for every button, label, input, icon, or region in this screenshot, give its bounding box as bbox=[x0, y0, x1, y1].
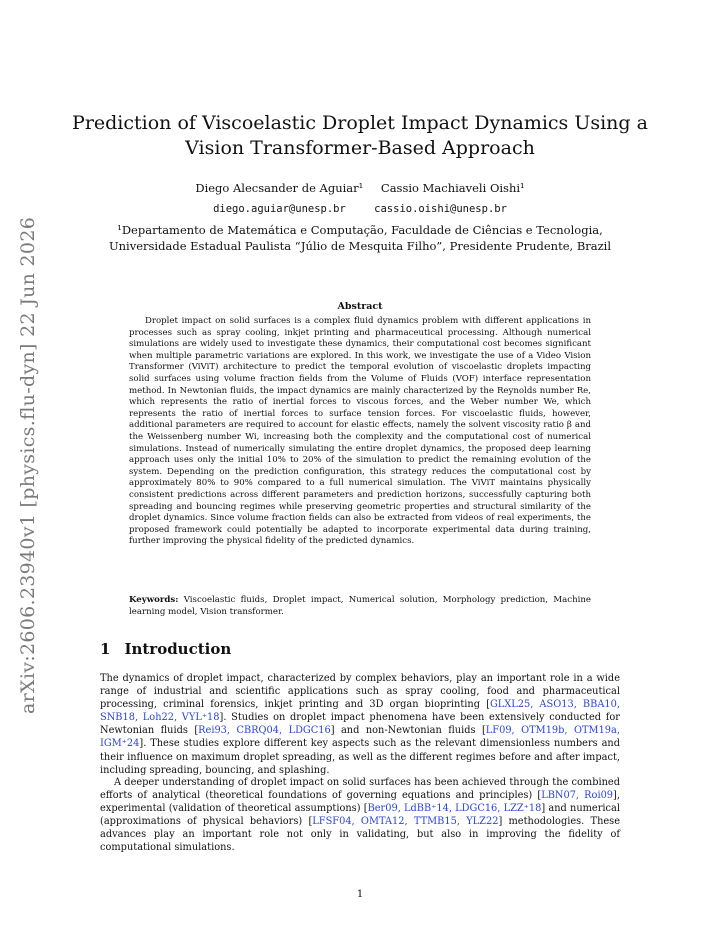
author-name: Diego Alecsander de Aguiar¹ bbox=[195, 181, 364, 195]
intro-paragraph-2 bbox=[100, 776, 620, 855]
keywords-label: Keywords: bbox=[129, 595, 179, 605]
paragraph-text: ]. These studies explore different key aspects such as the relevant dimensionless numbers and their influence on maximum droplet spreading, as well as the different regimes before and after impact, including spreading, bouncing, and splashing. bbox=[100, 738, 620, 776]
citation-link[interactable]: LFSF04, OMTA12, TTMB15, YLZ22 bbox=[312, 816, 499, 828]
section-number: 1 bbox=[100, 640, 111, 658]
intro-paragraph-1 bbox=[100, 672, 620, 777]
keywords bbox=[129, 595, 591, 618]
citation-link[interactable]: Ber09, LdBB⁺14, LDGC16, LZZ⁺18 bbox=[367, 803, 542, 815]
keywords-text: Viscoelastic fluids, Droplet impact, Numerical solution, Morphology prediction, Machine learning model, Vision transformer. bbox=[129, 595, 591, 617]
author-email: diego.aguiar@unesp.br bbox=[213, 203, 346, 215]
section-heading bbox=[100, 640, 231, 658]
paragraph-text: The dynamics of droplet impact, characterized by complex behaviors, play an important role in a wide range of industrial and scientific applications such as spray cooling, food and pharmaceutical processing, criminal forensics, inkjet printing and 3D organ bioprinting [ bbox=[100, 673, 620, 711]
arxiv-identifier: arXiv:2606.23940v1 [physics.flu-dyn] 22 Jun 2026 bbox=[17, 216, 39, 714]
citation-link[interactable]: GLXL25, ASO13, BBA10, SNB18, Loh22, VYL⁺18 bbox=[100, 699, 620, 724]
page-number: 1 bbox=[356, 889, 364, 900]
paragraph-text: A deeper understanding of droplet impact on solid surfaces has been achieved through the combined efforts of analytical (theoretical foundations of governing equations and principles) [ bbox=[100, 777, 620, 802]
abstract-heading: Abstract bbox=[337, 301, 383, 312]
paragraph-text: ] and non-Newtonian fluids [ bbox=[330, 725, 486, 737]
paragraph-text: ], experimental (validation of theoretical assumptions) [ bbox=[100, 790, 620, 815]
paragraph-text: ] methodologies. These advances play an important role not only in validating, but also in improving the fidelity of computational simulations. bbox=[100, 816, 620, 854]
affiliation: ¹Departamento de Matemática e Computação, Faculdade de Ciências e Tecnologia, Universidade Estadual Paulista “Júlio de Mesquita Filho”, Presidente Prudente, Brazil bbox=[108, 223, 612, 253]
section-title: Introduction bbox=[124, 640, 232, 658]
paragraph-text: ]. Studies on droplet impact phenomena have been extensively conducted for Newtonian fluids [ bbox=[100, 712, 620, 737]
paragraph-text: ] and numerical (approximations of physical behaviors) [ bbox=[100, 803, 620, 828]
citation-link[interactable]: Rei93, CBRQ04, LDGC16 bbox=[198, 725, 331, 737]
author-email: cassio.oishi@unesp.br bbox=[374, 203, 507, 215]
citation-link[interactable]: LF09, OTM19b, OTM19a, IGM⁺24 bbox=[100, 725, 620, 750]
citation-link[interactable]: LBN07, Roi09 bbox=[541, 790, 614, 802]
email-list bbox=[0, 203, 720, 215]
abstract-text: Droplet impact on solid surfaces is a complex fluid dynamics problem with different applications in processes such as spray cooling, inkjet printing and pharmaceutical processing. Although numerical simulations are widely used to investigate these dynamics, their computational cost becomes significant when multiple parametric variations are explored. In this work, we investigate the use of a Video Vision Transformer (ViViT) architecture to predict the temporal evolution of viscoelastic droplets impacting solid surfaces using volume fraction fields from the Volume of Fluids (VOF) interface representation method. In Newtonian fluids, the impact dynamics are mainly characterized by the Reynolds number Re, which represents the ratio of inertial forces to viscous forces, and the Weber number We, which represents the ratio of inertial forces to surface tension forces. For viscoelastic fluids, however, additional parameters are required to account for elastic effects, namely the solvent viscosity ratio β and the Weissenberg number Wi, increasing both the complexity and the computational cost of numerical simulations. Instead of numerically simulating the entire droplet dynamics, the proposed deep learning approach uses only the initial 10% to 20% of the simulation to predict the remaining evolution of the system. Depending on the prediction configuration, this strategy reduces the computational cost by approximately 80% to 90% compared to a full numerical simulation. The ViViT maintains physically consistent predictions across different parameters and prediction horizons, successfully capturing both spreading and bouncing regimes while preserving geometric properties and structural similarity of the droplet dynamics. Since volume fraction fields can also be extracted from videos of real experiments, the proposed framework could potentially be adapted to incorporate experimental data during training, further improving the physical fidelity of the predicted dynamics. bbox=[129, 316, 591, 547]
author-list bbox=[0, 181, 720, 195]
paper-title: Prediction of Viscoelastic Droplet Impact Dynamics Using a Vision Transformer-Based Approach bbox=[72, 112, 648, 159]
author-name: Cassio Machiaveli Oishi¹ bbox=[380, 181, 525, 195]
